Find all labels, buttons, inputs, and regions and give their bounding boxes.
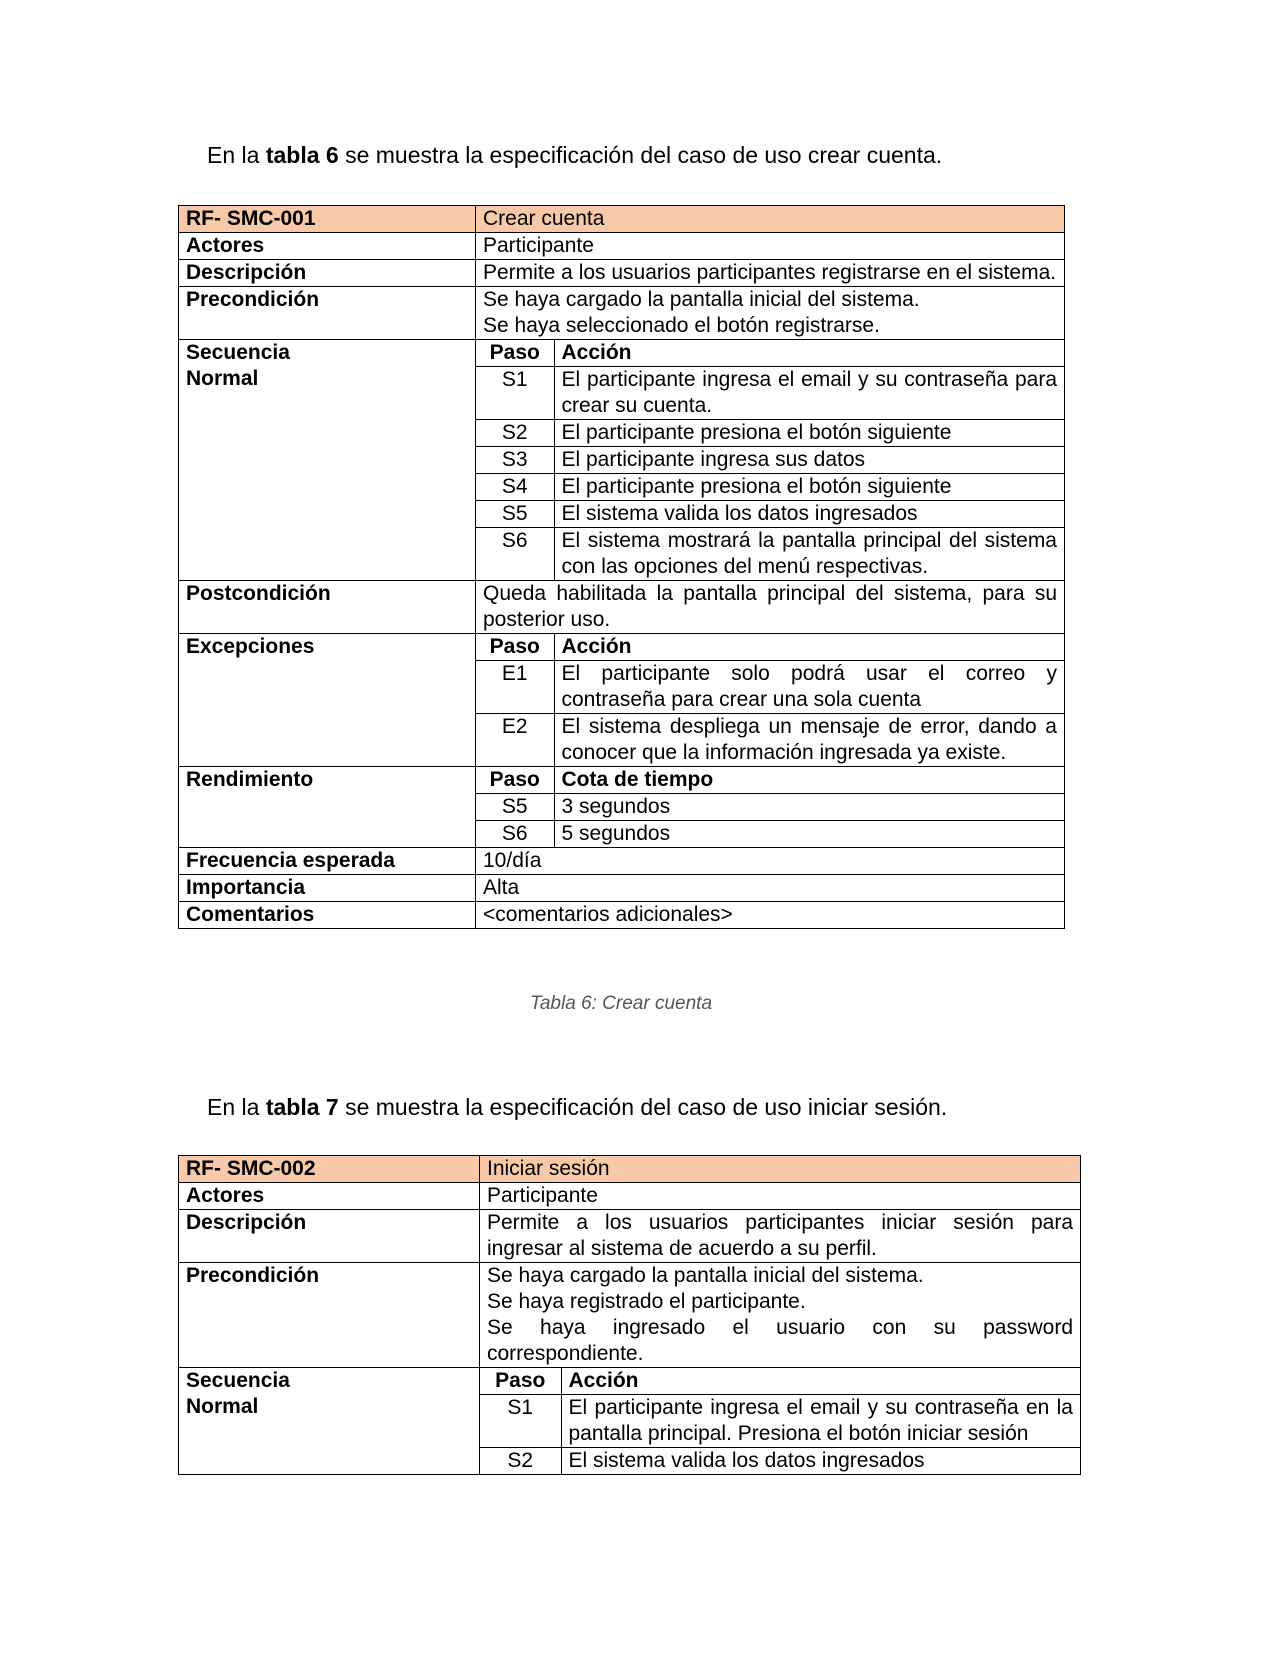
step-id: S3	[476, 447, 554, 474]
table-row	[476, 367, 1064, 420]
step-id: S1	[476, 367, 554, 420]
table-reference: tabla 6	[265, 142, 339, 168]
table-row	[179, 260, 1065, 287]
comentarios-label: Comentarios	[179, 902, 476, 929]
secuencia-label-line: Secuencia	[186, 1369, 290, 1392]
table-row	[179, 634, 1065, 767]
excepciones-table	[476, 634, 1064, 766]
use-case-name: Iniciar sesión	[480, 1156, 1081, 1183]
descripcion-label: Descripción	[179, 1210, 480, 1263]
table-row	[480, 1395, 1080, 1448]
accion-header: Acción	[554, 634, 1064, 661]
step-action: El sistema mostrará la pantalla principal del sistema con las opciones del menú respectivas.	[554, 528, 1064, 581]
secuencia-table	[476, 340, 1064, 580]
table-row	[179, 581, 1065, 634]
table-row	[476, 821, 1064, 848]
secuencia-table	[480, 1368, 1080, 1474]
postcondicion-label: Postcondición	[179, 581, 476, 634]
precondicion-label: Precondición	[179, 1263, 480, 1368]
step-id: S1	[480, 1395, 561, 1448]
paso-header: Paso	[476, 767, 554, 794]
use-case-table-crear-cuenta	[178, 205, 1065, 929]
precondicion-label: Precondición	[179, 287, 476, 340]
step-action: El participante presiona el botón siguiente	[554, 474, 1064, 501]
table-row	[476, 661, 1064, 714]
table-row	[179, 1210, 1081, 1263]
table-row	[476, 714, 1064, 767]
excepciones-steps	[476, 634, 1065, 767]
descripcion-label: Descripción	[179, 260, 476, 287]
step-action: El participante ingresa el email y su contraseña para crear su cuenta.	[554, 367, 1064, 420]
precondicion-line: Se haya cargado la pantalla inicial del sistema.	[487, 1264, 924, 1287]
table-row	[476, 501, 1064, 528]
actores-value: Participante	[480, 1183, 1081, 1210]
cota-header: Cota de tiempo	[554, 767, 1064, 794]
table-row	[179, 1368, 1081, 1475]
table-row	[179, 767, 1065, 848]
frecuencia-label: Frecuencia esperada	[179, 848, 476, 875]
table-row	[179, 1263, 1081, 1368]
precondicion-line: Se haya ingresado el usuario con su password correspondiente.	[487, 1316, 1073, 1365]
table-row	[480, 1368, 1080, 1395]
rendimiento-table	[476, 767, 1064, 847]
secuencia-label-line: Normal	[186, 1395, 259, 1418]
step-id: S6	[476, 528, 554, 581]
table-row	[179, 902, 1065, 929]
descripcion-value: Permite a los usuarios participantes iniciar sesión para ingresar al sistema de acuerdo a su perfil.	[480, 1210, 1081, 1263]
step-action: El sistema despliega un mensaje de error, dando a conocer que la información ingresada ya existe.	[554, 714, 1064, 767]
actores-label: Actores	[179, 1183, 480, 1210]
step-action: El sistema valida los datos ingresados	[561, 1448, 1080, 1475]
actores-value: Participante	[476, 233, 1065, 260]
excepciones-label: Excepciones	[179, 634, 476, 767]
table-row	[480, 1448, 1080, 1475]
importancia-label: Importancia	[179, 875, 476, 902]
use-case-table-iniciar-sesion	[178, 1155, 1081, 1475]
accion-header: Acción	[561, 1368, 1080, 1395]
table-row	[179, 848, 1065, 875]
descripcion-value: Permite a los usuarios participantes registrarse en el sistema.	[476, 260, 1065, 287]
table-row	[476, 528, 1064, 581]
intro-text: En la	[207, 1094, 266, 1120]
precondicion-line: Se haya seleccionado el botón registrarse.	[483, 314, 880, 337]
table-row	[179, 875, 1065, 902]
intro-text: se muestra la especificación del caso de uso iniciar sesión.	[338, 1094, 948, 1120]
table-row	[476, 634, 1064, 661]
table-reference: tabla 7	[265, 1094, 339, 1120]
table-row	[179, 206, 1065, 233]
table-caption: Tabla 6: Crear cuenta	[529, 993, 713, 1014]
intro-paragraph-1	[207, 141, 942, 169]
step-id: S5	[476, 501, 554, 528]
step-action: El participante ingresa el email y su contraseña en la pantalla principal. Presiona el botón iniciar sesión	[561, 1395, 1080, 1448]
precondicion-value	[476, 287, 1065, 340]
frecuencia-value: 10/día	[476, 848, 1065, 875]
intro-text: En la	[207, 142, 266, 168]
table-row	[476, 794, 1064, 821]
postcondicion-value: Queda habilitada la pantalla principal del sistema, para su posterior uso.	[476, 581, 1065, 634]
step-id: S5	[476, 794, 554, 821]
rendimiento-label: Rendimiento	[179, 767, 476, 848]
step-action: El participante ingresa sus datos	[554, 447, 1064, 474]
step-action: El participante solo podrá usar el correo y contraseña para crear una sola cuenta	[554, 661, 1064, 714]
use-case-name: Crear cuenta	[476, 206, 1065, 233]
step-id: S6	[476, 821, 554, 848]
step-cota: 5 segundos	[554, 821, 1064, 848]
secuencia-label	[179, 340, 476, 581]
step-cota: 3 segundos	[554, 794, 1064, 821]
secuencia-label-line: Normal	[186, 367, 259, 390]
rendimiento-steps	[476, 767, 1065, 848]
paso-header: Paso	[476, 634, 554, 661]
precondicion-line: Se haya cargado la pantalla inicial del sistema.	[483, 288, 920, 311]
step-action: El sistema valida los datos ingresados	[554, 501, 1064, 528]
secuencia-label-line: Secuencia	[186, 341, 290, 364]
precondicion-line: Se haya registrado el participante.	[487, 1290, 806, 1313]
step-action: El participante presiona el botón siguiente	[554, 420, 1064, 447]
table-row	[476, 340, 1064, 367]
requirement-id: RF- SMC-001	[179, 206, 476, 233]
table-row	[179, 1156, 1081, 1183]
table-row	[179, 1183, 1081, 1210]
secuencia-steps	[476, 340, 1065, 581]
table-row	[476, 420, 1064, 447]
table-row	[476, 474, 1064, 501]
table-row	[179, 233, 1065, 260]
requirement-id: RF- SMC-002	[179, 1156, 480, 1183]
comentarios-value: <comentarios adicionales>	[476, 902, 1065, 929]
paso-header: Paso	[476, 340, 554, 367]
secuencia-steps	[480, 1368, 1081, 1475]
secuencia-label	[179, 1368, 480, 1475]
step-id: E2	[476, 714, 554, 767]
actores-label: Actores	[179, 233, 476, 260]
table-row	[179, 287, 1065, 340]
table-row	[476, 447, 1064, 474]
step-id: E1	[476, 661, 554, 714]
intro-text: se muestra la especificación del caso de uso crear cuenta.	[338, 142, 943, 168]
accion-header: Acción	[554, 340, 1064, 367]
precondicion-value	[480, 1263, 1081, 1368]
table-row	[476, 767, 1064, 794]
paso-header: Paso	[480, 1368, 561, 1395]
step-id: S2	[476, 420, 554, 447]
table-row	[179, 340, 1065, 581]
step-id: S2	[480, 1448, 561, 1475]
step-id: S4	[476, 474, 554, 501]
importancia-value: Alta	[476, 875, 1065, 902]
intro-paragraph-2	[207, 1093, 947, 1121]
